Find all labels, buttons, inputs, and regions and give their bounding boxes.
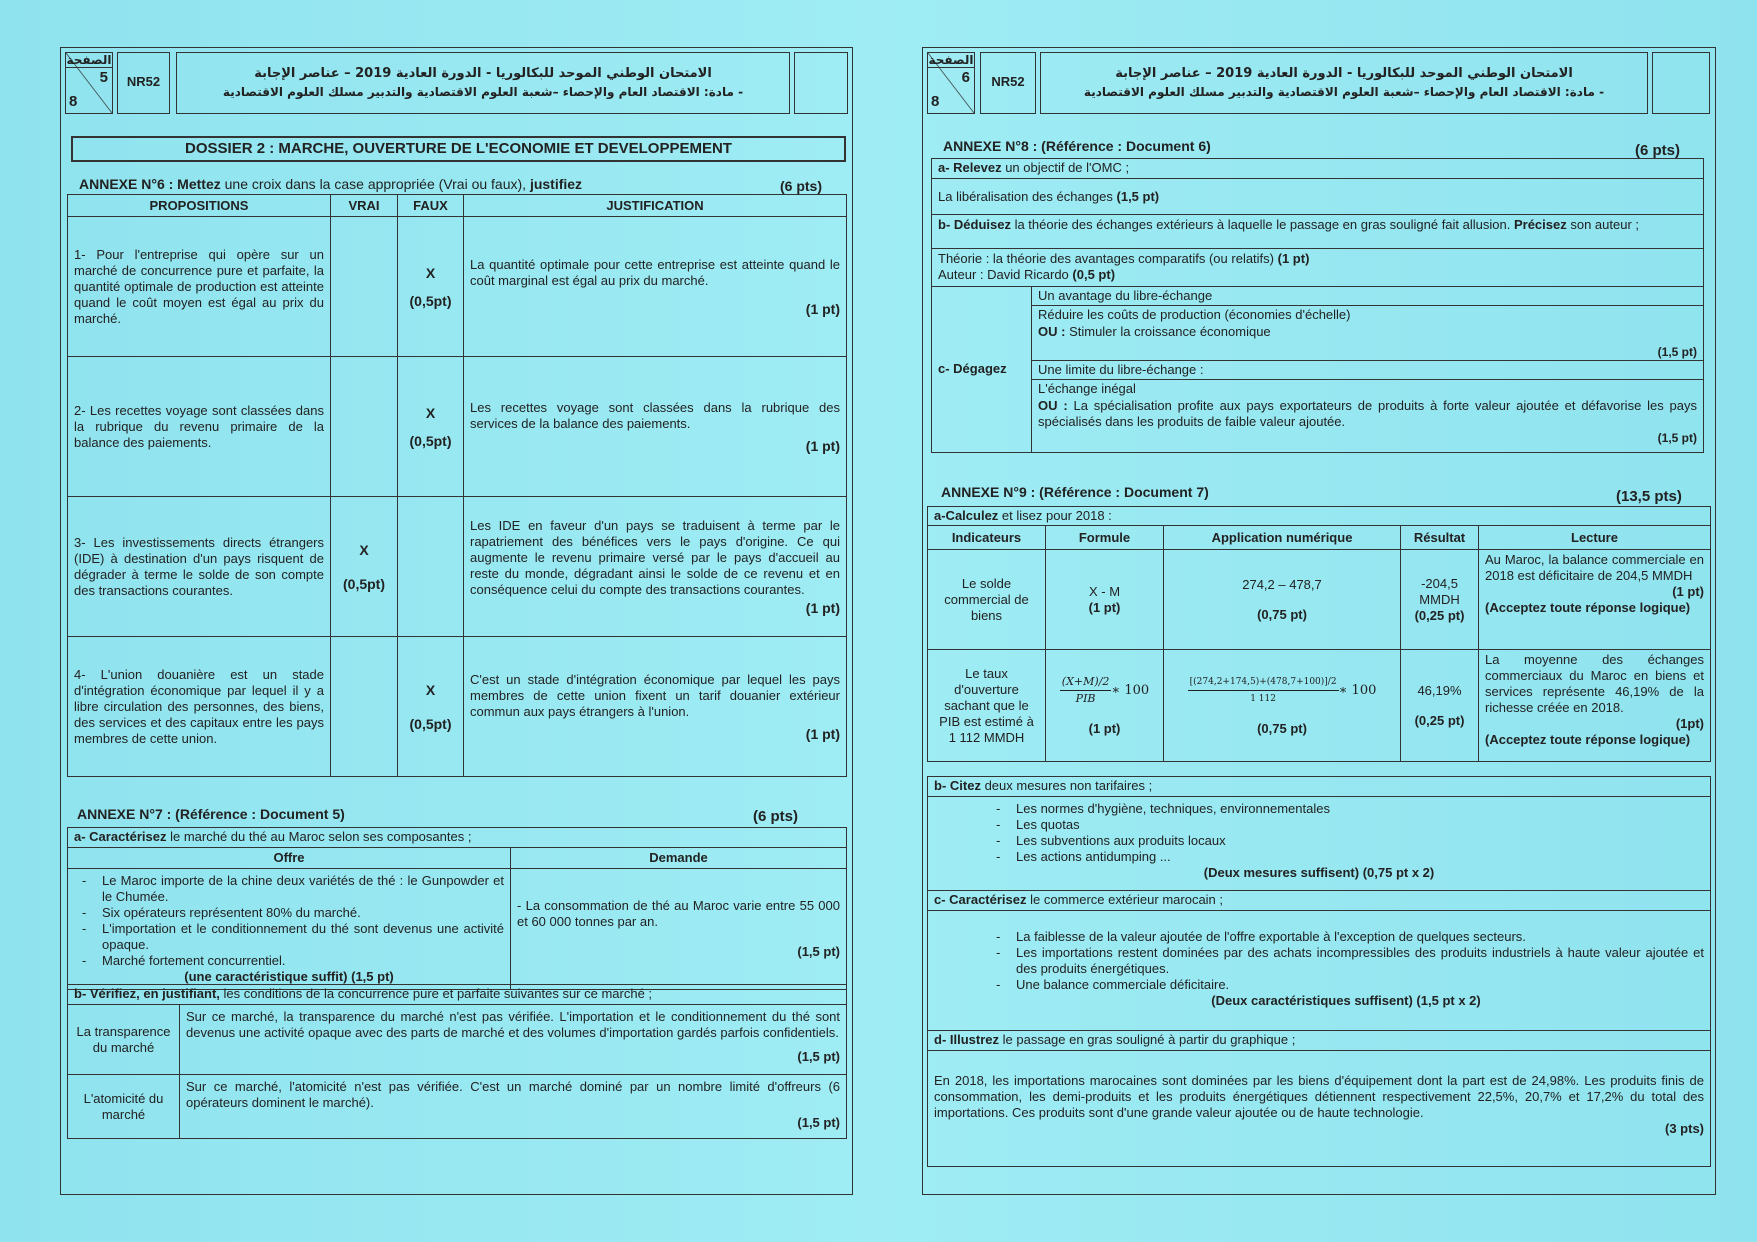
answer-c-note: (Deux caractéristiques suffisent) (1,5 pt x 2)	[1211, 993, 1481, 1008]
application-multiplier: ∗ 100	[1338, 682, 1377, 698]
question-b	[928, 777, 1711, 797]
formula-multiplier: ∗ 100	[1111, 682, 1150, 698]
question-d-verb: d- Illustrez	[934, 1032, 1000, 1047]
limit-title: Une limite du libre-échange :	[1032, 361, 1704, 380]
offre-cell	[68, 869, 511, 990]
question-a-text: un objectif de l'OMC ;	[1001, 160, 1130, 175]
faux-cell	[398, 497, 464, 637]
exam-title-box	[1040, 52, 1648, 114]
page-label: الصفحة	[928, 53, 974, 67]
limit-2	[1032, 398, 1704, 452]
col-lecture: Lecture	[1479, 526, 1711, 550]
exam-subject: - مادة: الاقتصاد العام والإحصاء –شعبة العلوم الاقتصادية والتدبير مسلك العلوم الاقتصادية	[222, 85, 744, 99]
exam-title-box	[176, 52, 790, 114]
answer-c	[928, 911, 1711, 1031]
formula-denominator: PIB	[1075, 692, 1096, 705]
formula-fraction	[1048, 674, 1161, 707]
condition-text: Sur ce marché, l'atomicité n'est pas vérifiée. C'est un marché dominé par un nombre limité d'offreurs (6 opérateurs dominent le marché).	[186, 1079, 841, 1110]
exam-code: NR52	[980, 52, 1036, 114]
annexe6-verb2: justifiez	[529, 176, 583, 192]
faux-mark: X	[425, 681, 436, 698]
lecture-points: (1 pt)	[1672, 584, 1704, 599]
exam-code: NR52	[117, 52, 170, 114]
page-5	[60, 47, 853, 1195]
condition-label: La transparence du marché	[68, 1005, 180, 1075]
faux-points: (0,5pt)	[409, 432, 452, 449]
question-d-text: le passage en gras souligné à partir du graphique ;	[999, 1032, 1296, 1047]
formula-numerator: (X+M)/2	[1060, 674, 1112, 691]
list-item: - Six opérateurs représentent 80% du marché.	[74, 905, 504, 921]
col-formule: Formule	[1046, 526, 1164, 550]
lecture-text: La moyenne des échanges commerciaux du Maroc en biens et services représente 46,19% de la richesse créée en 2018.	[1485, 652, 1704, 715]
question-b-verb: b- Déduisez	[938, 217, 1011, 232]
table-row	[68, 357, 847, 497]
faux-mark: X	[425, 404, 436, 421]
annexe6-label: ANNEXE N°6 :	[79, 176, 178, 192]
result-points: (0,25 pt)	[1414, 607, 1465, 623]
formula-text: X - M	[1088, 583, 1121, 599]
condition-points: (1,5 pt)	[797, 1115, 841, 1130]
answer-b-author: Auteur : David Ricardo	[938, 267, 1073, 282]
justification-text: Les recettes voyage sont classées dans la rubrique des services de la balance des paiements.	[470, 399, 840, 431]
vrai-cell	[331, 217, 398, 357]
condition-label: L'atomicité du marché	[68, 1075, 180, 1139]
advantage-1: Réduire les coûts de production (économies d'échelle)	[1032, 306, 1704, 325]
vrai-cell	[331, 357, 398, 497]
question-b	[68, 985, 847, 1005]
header-blank-box	[1652, 52, 1710, 114]
annexe7-points: (6 pts)	[753, 808, 798, 825]
limit-points: (1,5 pt)	[1657, 431, 1698, 445]
advantage-title: Un avantage du libre-échange	[1032, 287, 1704, 306]
answer-a-points: (1,5 pt)	[1116, 188, 1160, 204]
justification-points: (1 pt)	[805, 300, 840, 317]
col-offre: Offre	[68, 848, 511, 869]
question-a-text: le marché du thé au Maroc selon ses composantes ;	[166, 829, 472, 844]
annexe6-title	[79, 176, 582, 192]
faux-cell	[398, 217, 464, 357]
annexe7-table-a	[67, 827, 847, 990]
vrai-points: (0,5pt)	[343, 575, 385, 592]
lecture	[1479, 650, 1711, 762]
question-a	[932, 159, 1704, 179]
justification-text: Les IDE en faveur d'un pays se traduisent à terme par le rapatriement des bénéfices vers le pays d'origine. Ce qui augmente le revenu primaire versé par le pays d'accueil au reste du monde, dégradant ainsi le solde de ce revenu et en conséquence celui du compte des transactions courantes.	[470, 517, 840, 597]
condition-answer	[180, 1005, 847, 1075]
demande-text: - La consommation de thé au Maroc varie entre 55 000 et 60 000 tonnes par an.	[517, 898, 840, 929]
condition-answer	[180, 1075, 847, 1139]
question-b-verb: b- Vérifiez, en justifiant,	[74, 986, 220, 1001]
application-points: (0,75 pt)	[1257, 721, 1307, 736]
table-row	[68, 1075, 847, 1139]
result-text: 46,19%	[1417, 682, 1462, 698]
answer-d	[928, 1051, 1711, 1167]
advantage-points: (1,5 pt)	[1657, 345, 1698, 359]
limit-or: OU :	[1038, 398, 1074, 413]
col-faux: FAUX	[398, 195, 464, 217]
question-a	[68, 828, 847, 848]
proposition: 1- Pour l'entreprise qui opère sur un marché de concurrence pure et parfaite, la quantité optimale de production est atteinte quand le coût moyen est égal au prix du marché.	[68, 217, 331, 357]
answer-b-theory-points: (1 pt)	[1277, 251, 1310, 266]
table-row	[68, 637, 847, 777]
question-a-verb: a- Relevez	[938, 160, 1002, 175]
lecture-points: (1pt)	[1675, 716, 1704, 731]
application	[1164, 550, 1401, 650]
annexe8-title: ANNEXE N°8 : (Référence : Document 6)	[943, 138, 1211, 154]
table-row	[928, 550, 1711, 650]
condition-points: (1,5 pt)	[797, 1049, 841, 1064]
col-propositions: PROPOSITIONS	[68, 195, 331, 217]
vrai-mark: X	[359, 541, 369, 558]
limit-2-text: La spécialisation profite aux pays exportateurs de produits à forte valeur ajoutée et défavorise les pays spécialisés dans les produits de faible valeur ajoutée.	[1038, 398, 1698, 429]
question-a-verb: a- Caractérisez	[74, 829, 167, 844]
advantage-2	[1032, 324, 1704, 361]
justification-points: (1 pt)	[805, 599, 840, 616]
vrai-cell	[331, 637, 398, 777]
faux-cell	[398, 357, 464, 497]
limit-1: L'échange inégal	[1032, 380, 1704, 399]
annexe6-table	[67, 194, 847, 777]
question-a-text: et lisez pour 2018 :	[998, 508, 1112, 523]
proposition: 4- L'union douanière est un stade d'intégration économique par lequel il y a libre circulation des personnes, des biens, des services et des capitaux entre les pays membres de cette union.	[68, 637, 331, 777]
col-resultat: Résultat	[1401, 526, 1479, 550]
question-a	[928, 507, 1711, 526]
application-text: 274,2 – 478,7	[1242, 576, 1322, 592]
faux-cell	[398, 637, 464, 777]
question-a-verb: a-Calculez	[934, 508, 999, 523]
question-b-verb2: Précisez	[1513, 217, 1567, 232]
page-6	[922, 47, 1716, 1195]
annexe7-title: ANNEXE N°7 : (Référence : Document 5)	[77, 806, 345, 822]
advantage-2-text: Stimuler la croissance économique	[1069, 324, 1271, 339]
indicator: Le taux d'ouverture sachant que le PIB est estimé à 1 112 MMDH	[928, 650, 1046, 762]
col-vrai: VRAI	[331, 195, 398, 217]
annexe9-title: ANNEXE N°9 : (Référence : Document 7)	[941, 484, 1209, 500]
justification-text: La quantité optimale pour cette entreprise est atteinte quand le coût marginal est égal au prix du marché.	[470, 256, 840, 288]
page-number-box	[927, 52, 975, 114]
offre-note: (une caractéristique suffit) (1,5 pt)	[184, 969, 394, 984]
faux-mark: X	[425, 264, 436, 281]
offre-list	[74, 873, 504, 969]
application-denominator: 1 112	[1250, 694, 1276, 704]
answer-b	[928, 797, 1711, 891]
table-row	[928, 650, 1711, 762]
table-row	[68, 497, 847, 637]
condition-text: Sur ce marché, la transparence du marché n'est pas vérifiée. L'importation et le conditionnement du thé sont devenus une activité opaque avec des parts de marché et des volumes d'importation gardés parfois confidentiels.	[186, 1009, 841, 1040]
formula-points: (1 pt)	[1088, 599, 1121, 615]
justification-text: C'est un stade d'intégration économique par lequel les pays membres de cette union fixent un tarif douanier extérieur commun aux pays étrangers à l'union.	[470, 671, 840, 719]
annexe8-points: (6 pts)	[1635, 142, 1680, 159]
faux-points: (0,5pt)	[409, 292, 452, 309]
list-item: - Le Maroc importe de la chine deux variétés de thé : le Gunpowder et le Chumée.	[74, 873, 504, 905]
application-fraction	[1166, 674, 1398, 707]
vrai-cell	[331, 497, 398, 637]
demande-cell	[511, 869, 847, 990]
col-justification: JUSTIFICATION	[464, 195, 847, 217]
col-demande: Demande	[511, 848, 847, 869]
exam-title: الامتحان الوطني الموحد للبكالوريا - الدورة العادية 2019 – عناصر الإجابة	[1115, 66, 1573, 81]
exam-subject: - مادة: الاقتصاد العام والإحصاء –شعبة العلوم الاقتصادية والتدبير مسلك العلوم الاقتصادية	[1083, 85, 1605, 99]
answer-b-author-points: (0,5 pt)	[1072, 267, 1116, 282]
list-item: - Une balance commerciale déficitaire.	[988, 977, 1704, 993]
list-item: - Marché fortement concurrentiel.	[74, 953, 504, 969]
answer-a-text: La libéralisation des échanges	[938, 188, 1117, 204]
page-number: 5	[99, 69, 108, 86]
answer-b-note: (Deux mesures suffisent) (0,75 pt x 2)	[1203, 865, 1435, 880]
question-c-text: le commerce extérieur marocain ;	[1026, 892, 1224, 907]
justification	[464, 217, 847, 357]
page-total: 8	[931, 93, 940, 110]
annexe9-table-b	[927, 776, 1711, 1167]
question-b-verb: b- Citez	[934, 778, 981, 793]
formula-points: (1 pt)	[1088, 721, 1121, 736]
question-b-text: les conditions de la concurrence pure et parfaite suivantes sur ce marché ;	[219, 986, 653, 1001]
lecture-note: (Acceptez toute réponse logique)	[1485, 600, 1691, 615]
lecture-note: (Acceptez toute réponse logique)	[1485, 732, 1691, 747]
proposition: 3- Les investissements directs étrangers (IDE) à destination d'un pays risquent de dégrader à terme le solde de son compte des transactions courantes.	[68, 497, 331, 637]
proposition: 2- Les recettes voyage sont classées dans la rubrique du revenu primaire de la balance des paiements.	[68, 357, 331, 497]
question-b-text2: son auteur ;	[1566, 217, 1640, 232]
application-numerator: [(274,2+174,5)+(478,7+100)]/2	[1188, 674, 1339, 691]
question-b-text: la théorie des échanges extérieurs à laquelle le passage en gras souligné fait allusion.	[1010, 217, 1514, 232]
table-row	[68, 1005, 847, 1075]
page-number-box	[65, 52, 113, 114]
question-b	[932, 215, 1704, 249]
advantage-or: OU :	[1038, 324, 1070, 339]
formula	[1046, 650, 1164, 762]
annexe8-table	[931, 158, 1704, 453]
list-item: - Les normes d'hygiène, techniques, environnementales	[988, 801, 1650, 817]
demande-points: (1,5 pt)	[797, 944, 840, 959]
page-total: 8	[69, 93, 78, 110]
list-item: - Les importations restent dominées par des achats incompressibles des produits industriels à haute valeur ajoutée et des produits énergétiques.	[988, 945, 1704, 977]
answer-b-theory: Théorie : la théorie des avantages comparatifs (ou relatifs)	[938, 251, 1278, 266]
dossier-title: DOSSIER 2 : MARCHE, OUVERTURE DE L'ECONOMIE ET DEVELOPPEMENT	[71, 136, 846, 162]
annexe9-points: (13,5 pts)	[1616, 488, 1682, 505]
list-item: - L'importation et le conditionnement du thé sont devenus une activité opaque.	[74, 921, 504, 953]
annexe6-points: (6 pts)	[780, 178, 822, 194]
question-c-verb: c- Caractérisez	[934, 892, 1027, 907]
list-item: - Les actions antidumping ...	[988, 849, 1650, 865]
mesures-list	[988, 801, 1650, 865]
result-points: (0,25 pt)	[1414, 712, 1465, 728]
application-points: (0,75 pt)	[1257, 606, 1307, 622]
faux-points: (0,5pt)	[409, 715, 452, 732]
page-number: 6	[961, 69, 970, 86]
indicator: Le solde commercial de biens	[928, 550, 1046, 650]
list-item: - La faiblesse de la valeur ajoutée de l'offre exportable à l'exception de quelques secteurs.	[988, 929, 1704, 945]
annexe7-table-b	[67, 984, 847, 1139]
exam-title: الامتحان الوطني الموحد للبكالوريا - الدورة العادية 2019 – عناصر الإجابة	[254, 66, 712, 81]
justification-points: (1 pt)	[805, 725, 840, 742]
table-row	[68, 217, 847, 357]
lecture	[1479, 550, 1711, 650]
annexe9-table-a	[927, 506, 1711, 762]
result	[1401, 650, 1479, 762]
col-application: Application numérique	[1164, 526, 1401, 550]
answer-d-points: (3 pts)	[1665, 1121, 1704, 1136]
answer-d-text: En 2018, les importations marocaines sont dominées par les biens d'équipement dont la part est de 24,98%. Les produits finis de consommation, les demi-produits et les produits énergétiques détiennent respectivement 22,5%, 20,7% et 17,2% du total des importations. Ces produits sont d'une grande valeur ajoutée ou de haute technologie.	[934, 1073, 1704, 1120]
question-b-text: deux mesures non tarifaires ;	[980, 778, 1153, 793]
answer-a	[932, 179, 1704, 215]
justification	[464, 357, 847, 497]
list-item: - Les quotas	[988, 817, 1650, 833]
header-blank-box	[794, 52, 848, 114]
justification	[464, 497, 847, 637]
question-c: c- Dégagez	[932, 287, 1032, 453]
justification-points: (1 pt)	[805, 437, 840, 454]
justification	[464, 637, 847, 777]
annexe6-verb: Mettez	[177, 176, 221, 192]
result	[1401, 550, 1479, 650]
annexe6-instruction: une croix dans la case appropriée (Vrai ou faux),	[220, 176, 530, 192]
page-label: الصفحة	[66, 53, 112, 67]
answer-b	[932, 249, 1704, 287]
question-d	[928, 1031, 1711, 1051]
col-indicateurs: Indicateurs	[928, 526, 1046, 550]
application	[1164, 650, 1401, 762]
lecture-text: Au Maroc, la balance commerciale en 2018 est déficitaire de 204,5 MMDH	[1485, 552, 1704, 583]
question-c	[928, 891, 1711, 911]
result-text: -204,5 MMDH	[1419, 575, 1460, 607]
caracteristiques-list	[988, 929, 1704, 993]
formula	[1046, 550, 1164, 650]
list-item: - Les subventions aux produits locaux	[988, 833, 1650, 849]
